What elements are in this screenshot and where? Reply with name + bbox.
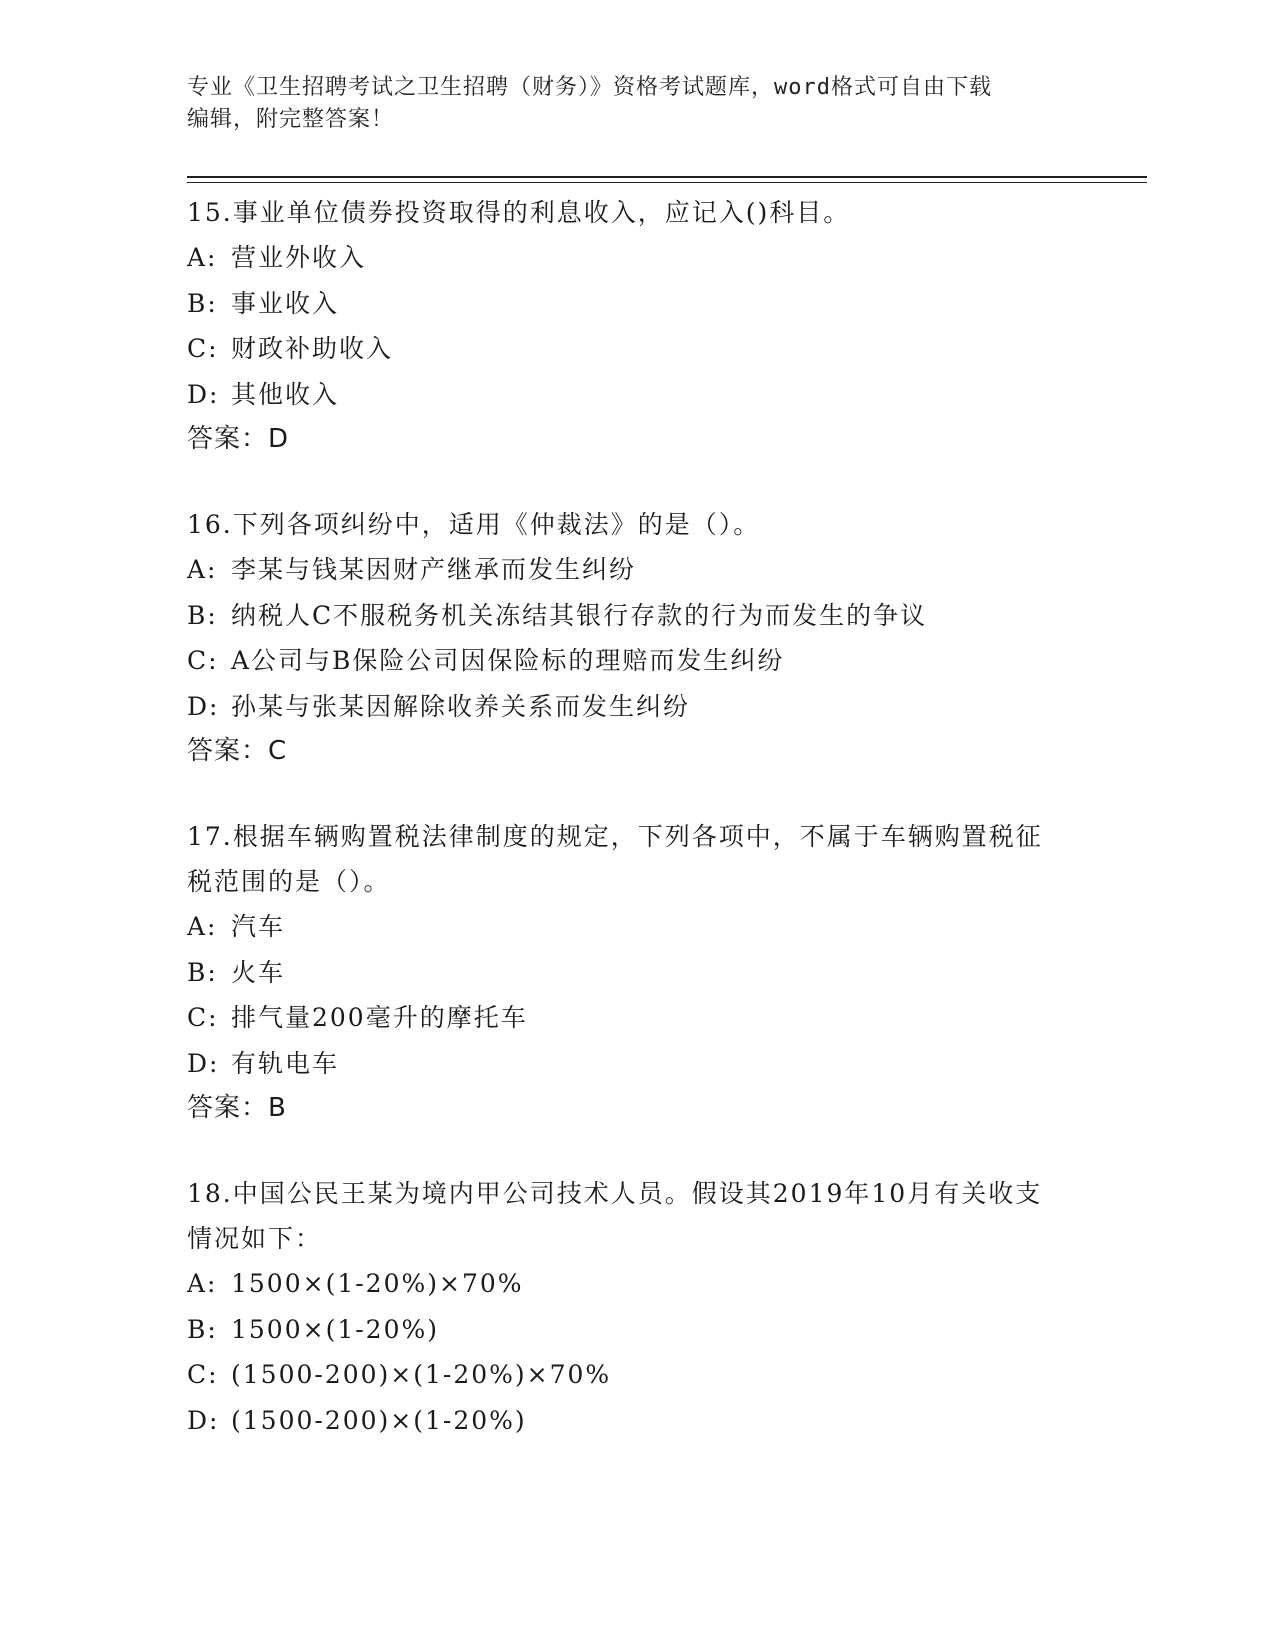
option-d bbox=[187, 684, 1067, 730]
option-c bbox=[187, 638, 1067, 684]
answer-line: 答案：C bbox=[187, 736, 288, 766]
option-d bbox=[187, 372, 1067, 418]
option-key: A: bbox=[187, 555, 218, 584]
option-c bbox=[187, 1352, 1067, 1398]
option-text: 排气量200毫升的摩托车 bbox=[231, 1003, 528, 1032]
header-divider bbox=[187, 176, 1147, 183]
option-key: A: bbox=[187, 1269, 218, 1298]
option-key: B: bbox=[187, 288, 218, 318]
option-text: 1500×(1-20%)×70% bbox=[231, 1269, 524, 1298]
question-list bbox=[187, 190, 1067, 1483]
question-17 bbox=[187, 814, 1067, 1131]
answer-line: 答案：D bbox=[187, 424, 290, 454]
option-b bbox=[187, 950, 1067, 996]
header-line: 专业《卫生招聘考试之卫生招聘（财务）》资格考试题库，word格式可自由下载 bbox=[187, 75, 992, 100]
option-a bbox=[187, 547, 1067, 593]
option-a bbox=[187, 1261, 1067, 1307]
option-text: (1500-200)×(1-20%) bbox=[231, 1405, 527, 1435]
option-key: C: bbox=[187, 334, 219, 363]
option-text: 财政补助收入 bbox=[231, 334, 394, 363]
option-key: C: bbox=[187, 1360, 219, 1389]
option-text: 营业外收入 bbox=[231, 243, 367, 272]
document-header bbox=[187, 72, 1067, 136]
option-text: 汽车 bbox=[231, 912, 286, 941]
option-b bbox=[187, 281, 1067, 327]
header-line: 编辑，附完整答案！ bbox=[187, 107, 395, 132]
question-stem: 16.下列各项纠纷中，适用《仲裁法》的是（）。 bbox=[187, 510, 761, 539]
answer-line: 答案：B bbox=[187, 1093, 287, 1123]
question-16 bbox=[187, 502, 1067, 774]
question-stem: 18.中国公民王某为境内甲公司技术人员。假设其2019年10月有关收支情况如下： bbox=[187, 1179, 1043, 1253]
option-text: (1500-200)×(1-20%)×70% bbox=[231, 1360, 612, 1389]
option-text: 其他收入 bbox=[231, 379, 340, 409]
option-text: 纳税人C不服税务机关冻结其银行存款的行为而发生的争议 bbox=[231, 600, 928, 630]
option-text: 1500×(1-20%) bbox=[231, 1314, 439, 1344]
question-stem: 17.根据车辆购置税法律制度的规定，下列各项中，不属于车辆购置税征税范围的是（）。 bbox=[187, 822, 1043, 896]
option-text: 孙某与张某因解除收养关系而发生纠纷 bbox=[231, 691, 691, 721]
option-key: D: bbox=[187, 691, 220, 721]
option-key: C: bbox=[187, 646, 219, 675]
option-text: 火车 bbox=[231, 957, 286, 987]
option-key: A: bbox=[187, 243, 218, 272]
option-key: A: bbox=[187, 912, 218, 941]
option-key: D: bbox=[187, 379, 220, 409]
option-key: B: bbox=[187, 957, 218, 987]
option-d bbox=[187, 1398, 1067, 1444]
option-key: B: bbox=[187, 600, 218, 630]
option-key: B: bbox=[187, 1314, 218, 1344]
option-text: 事业收入 bbox=[231, 288, 340, 318]
option-d bbox=[187, 1041, 1067, 1087]
option-a bbox=[187, 235, 1067, 281]
option-key: C: bbox=[187, 1003, 219, 1032]
option-c bbox=[187, 995, 1067, 1041]
option-text: 李某与钱某因财产继承而发生纠纷 bbox=[231, 555, 637, 584]
question-18 bbox=[187, 1171, 1067, 1443]
option-b bbox=[187, 593, 1067, 639]
question-15 bbox=[187, 190, 1067, 462]
option-c bbox=[187, 326, 1067, 372]
question-stem: 15.事业单位债券投资取得的利息收入，应记入()科目。 bbox=[187, 198, 851, 227]
option-text: 有轨电车 bbox=[231, 1048, 340, 1078]
option-key: D: bbox=[187, 1405, 220, 1435]
option-a bbox=[187, 904, 1067, 950]
option-key: D: bbox=[187, 1048, 220, 1078]
option-text: A公司与B保险公司因保险标的理赔而发生纠纷 bbox=[231, 646, 785, 675]
option-b bbox=[187, 1307, 1067, 1353]
